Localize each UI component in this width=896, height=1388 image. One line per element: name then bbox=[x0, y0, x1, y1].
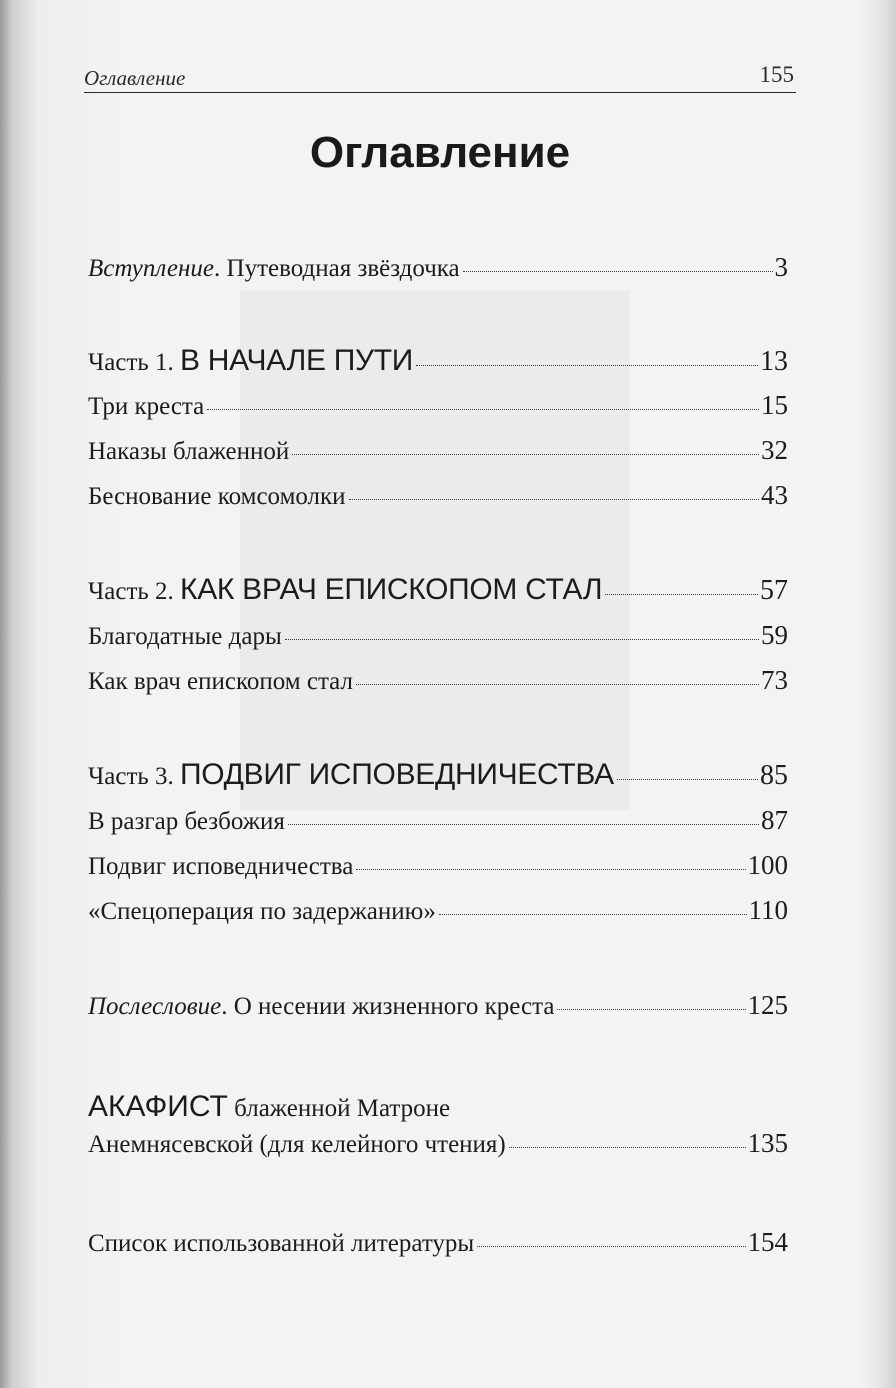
toc-label: Три креста bbox=[88, 393, 205, 420]
toc-label: Наказы блаженной bbox=[88, 438, 290, 465]
toc-entry-bibliography bbox=[88, 1227, 788, 1267]
dot-leader bbox=[288, 824, 759, 825]
toc-akafist-title bbox=[88, 1090, 450, 1124]
part-prefix: Часть 2. bbox=[88, 578, 181, 605]
toc-label bbox=[88, 573, 602, 607]
part-title: В НАЧАЛЕ ПУТИ bbox=[180, 344, 414, 377]
toc-label-rest: . Путеводная звёздочка bbox=[214, 255, 460, 282]
dot-leader bbox=[207, 409, 759, 410]
akafist-caps: АКАФИСТ bbox=[88, 1090, 228, 1123]
part-prefix: Часть 3. bbox=[88, 763, 181, 790]
toc-label: Беснование комсомолки bbox=[88, 483, 346, 510]
toc-label: «Спецоперация по задержанию» bbox=[88, 898, 436, 925]
toc-entry-akafist bbox=[88, 1128, 788, 1168]
toc-entry bbox=[88, 390, 788, 430]
toc-label bbox=[88, 993, 554, 1021]
dot-leader bbox=[509, 1147, 746, 1148]
toc-page-number: 100 bbox=[747, 850, 788, 880]
toc-label: Как врач епископом стал bbox=[88, 668, 353, 695]
dot-leader bbox=[463, 271, 773, 272]
toc-entry-part1 bbox=[88, 344, 788, 384]
toc-page-number: 154 bbox=[747, 1227, 788, 1257]
toc-page-number: 32 bbox=[761, 435, 788, 465]
dot-leader bbox=[557, 1009, 745, 1010]
toc-label: В разгар безбожия bbox=[88, 808, 285, 835]
toc-label-italic: Вступление bbox=[88, 255, 215, 282]
toc-page-number: 110 bbox=[748, 895, 788, 925]
running-head bbox=[84, 58, 796, 93]
page-title: Оглавление bbox=[309, 128, 571, 177]
dot-leader bbox=[356, 684, 759, 685]
running-head-title: Оглавление bbox=[84, 66, 186, 90]
toc-label: Список использованной литературы bbox=[88, 1230, 475, 1257]
toc-page-number: 135 bbox=[747, 1128, 788, 1158]
toc-entry bbox=[88, 620, 788, 660]
toc-entry bbox=[88, 435, 788, 475]
toc-page-number: 15 bbox=[761, 390, 788, 420]
dot-leader bbox=[356, 869, 745, 870]
akafist-title-rest: блаженной Матроне bbox=[227, 1095, 451, 1122]
toc-page-number: 87 bbox=[761, 805, 788, 835]
toc-page-number: 85 bbox=[760, 760, 788, 791]
toc-entry-afterword bbox=[88, 990, 788, 1030]
page-number: 155 bbox=[759, 62, 794, 87]
toc-entry bbox=[88, 480, 788, 520]
dot-leader bbox=[349, 499, 759, 500]
part-title: ПОДВИГ ИСПОВЕДНИЧЕСТВА bbox=[180, 758, 614, 791]
toc-entry bbox=[88, 850, 788, 890]
toc-label-rest: . О несении жизненного креста bbox=[221, 993, 555, 1020]
toc-page-number: 57 bbox=[760, 575, 788, 606]
toc-label-italic: Послесловие bbox=[88, 993, 222, 1020]
toc-page-number: 13 bbox=[760, 346, 788, 377]
toc-entry bbox=[88, 805, 788, 845]
toc-page-number: 73 bbox=[761, 665, 788, 695]
dot-leader bbox=[617, 779, 758, 780]
dot-leader bbox=[416, 365, 758, 366]
toc-entry-part2 bbox=[88, 573, 788, 613]
toc-label bbox=[88, 344, 413, 378]
toc-entry bbox=[88, 665, 788, 705]
toc-entry-intro bbox=[88, 252, 788, 292]
toc-label: Благодатные дары bbox=[88, 623, 282, 650]
toc-page-number: 43 bbox=[761, 480, 788, 510]
toc-page-number: 125 bbox=[747, 990, 788, 1020]
toc-label bbox=[88, 255, 460, 283]
part-title: КАК ВРАЧ ЕПИСКОПОМ СТАЛ bbox=[180, 573, 603, 606]
dot-leader bbox=[477, 1246, 745, 1247]
dot-leader bbox=[439, 914, 747, 915]
toc-label: Анемнясевской (для келейного чтения) bbox=[88, 1131, 506, 1158]
dot-leader bbox=[292, 454, 759, 455]
toc-page-number: 3 bbox=[774, 252, 788, 282]
toc-entry-part3 bbox=[88, 758, 788, 798]
part-prefix: Часть 1. bbox=[88, 349, 181, 376]
toc-label: Подвиг исповедничества bbox=[88, 853, 354, 880]
dot-leader bbox=[285, 639, 759, 640]
toc-entry bbox=[88, 895, 788, 935]
toc-label bbox=[88, 758, 614, 792]
toc-page-number: 59 bbox=[761, 620, 788, 650]
dot-leader bbox=[605, 594, 758, 595]
